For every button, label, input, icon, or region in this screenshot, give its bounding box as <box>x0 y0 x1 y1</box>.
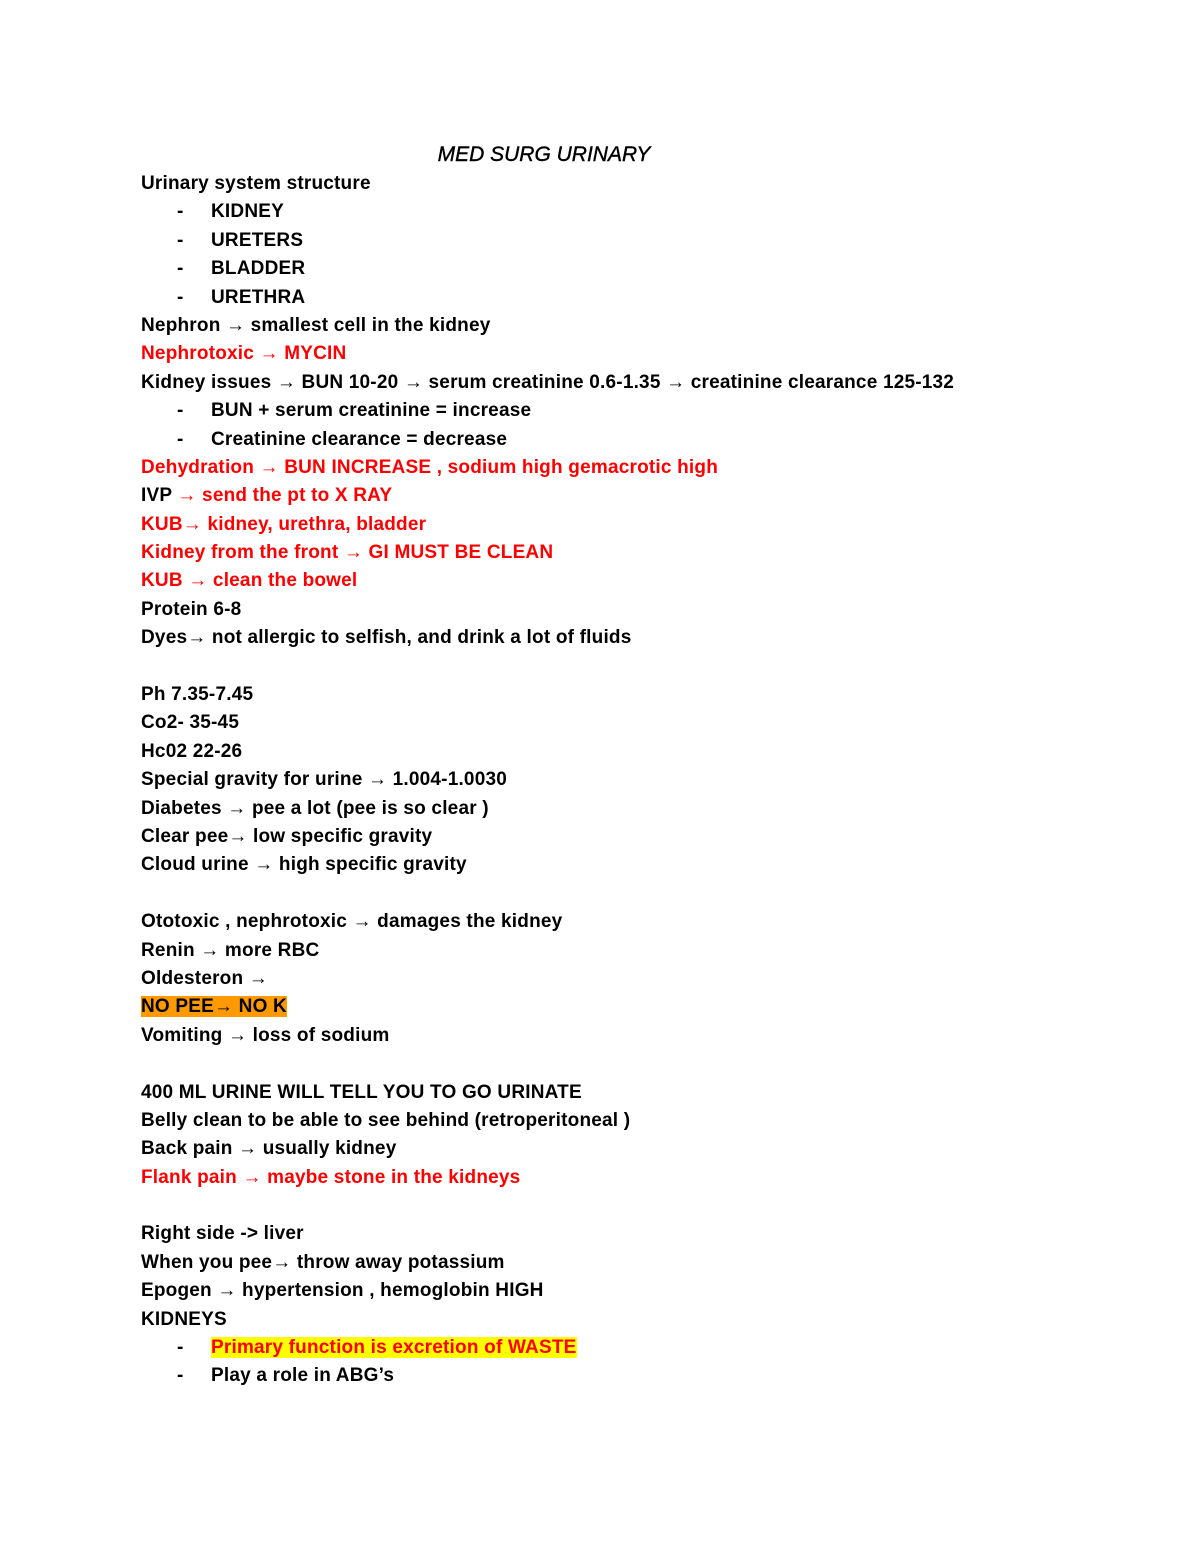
bullet-item <box>141 1334 1181 1362</box>
bullet-text: Play a role in ABG’s <box>211 1365 395 1387</box>
blank-line <box>141 1050 1181 1078</box>
note-line: Co2- 35-45 <box>141 712 240 734</box>
bullet-text: KIDNEY <box>211 201 284 223</box>
note-line-red: Dehydration → BUN INCREASE , sodium high gemacrotic high <box>141 456 719 478</box>
bullet-dash: - <box>177 400 184 422</box>
yellow-highlight-text: Primary function is excretion of WASTE <box>211 1337 577 1359</box>
note-line: Special gravity for urine → 1.004-1.0030 <box>141 769 508 791</box>
page-title: MED SURG URINARY <box>437 143 651 166</box>
bullet-item <box>141 198 1181 226</box>
note-line-red: Nephrotoxic → MYCIN <box>141 343 347 365</box>
blank-line <box>141 880 1181 908</box>
note-line: Epogen → hypertension , hemoglobin HIGH <box>141 1280 544 1302</box>
note-line: Renin → more RBC <box>141 939 320 961</box>
blank-line <box>141 653 1181 681</box>
note-line: Dyes→ not allergic to selfish, and drink a lot of fluids <box>141 627 632 649</box>
note-line-mixed <box>141 482 1181 510</box>
note-line-red: Flank pain → maybe stone in the kidneys <box>141 1166 521 1188</box>
note-line: Cloud urine → high specific gravity <box>141 854 467 876</box>
note-line: Belly clean to be able to see behind (retroperitoneal ) <box>141 1109 631 1131</box>
note-prefix: IVP <box>141 485 178 507</box>
note-line: Kidney issues → BUN 10-20 → serum creatinine 0.6-1.35 → creatinine clearance 125-132 <box>141 371 955 393</box>
note-line: Nephron → smallest cell in the kidney <box>141 314 491 336</box>
note-red-text: → send the pt to X RAY <box>177 485 393 507</box>
bullet-dash: - <box>177 1365 184 1387</box>
bullet-text: Creatinine clearance = decrease <box>211 428 508 450</box>
note-line-red: Kidney from the front → GI MUST BE CLEAN <box>141 542 554 564</box>
bullet-text: URETHRA <box>211 286 306 308</box>
note-line: Ph 7.35-7.45 <box>141 684 254 706</box>
note-line: Urinary system structure <box>141 173 371 194</box>
note-line: Back pain → usually kidney <box>141 1138 397 1160</box>
note-line: When you pee→ throw away potassium <box>141 1251 505 1273</box>
bullet-item <box>141 284 1181 312</box>
note-line: Vomiting → loss of sodium <box>141 1024 390 1046</box>
note-line: Diabetes → pee a lot (pee is so clear ) <box>141 797 489 819</box>
note-line: Oldesteron → <box>141 967 268 989</box>
note-line: Clear pee→ low specific gravity <box>141 825 433 847</box>
orange-highlight-text: NO PEE→ NO K <box>141 996 287 1018</box>
bullet-dash: - <box>177 286 184 308</box>
note-line: 400 ML URINE WILL TELL YOU TO GO URINATE <box>141 1081 582 1103</box>
note-line: Hc02 22-26 <box>141 740 243 762</box>
bullet-dash: - <box>177 229 184 251</box>
bullet-dash: - <box>177 1337 184 1359</box>
bullet-dash: - <box>177 428 184 450</box>
note-line-red: KUB → clean the bowel <box>141 570 358 592</box>
bullet-text: BLADDER <box>211 258 306 280</box>
bullet-item <box>141 397 1181 425</box>
note-line: Right side -> liver <box>141 1223 304 1245</box>
note-line: Protein 6-8 <box>141 598 242 620</box>
note-line-highlighted <box>141 993 1181 1021</box>
blank-line <box>141 1192 1181 1220</box>
note-line: Ototoxic , nephrotoxic → damages the kidney <box>141 911 563 933</box>
bullet-text: BUN + serum creatinine = increase <box>211 400 532 422</box>
note-line-red: KUB→ kidney, urethra, bladder <box>141 513 427 535</box>
bullet-dash: - <box>177 201 184 223</box>
bullet-item <box>141 255 1181 283</box>
bullet-item <box>141 227 1181 255</box>
bullet-item <box>141 426 1181 454</box>
bullet-text: URETERS <box>211 229 304 251</box>
note-line: KIDNEYS <box>141 1308 227 1330</box>
bullet-item <box>141 1362 1181 1390</box>
bullet-dash: - <box>177 258 184 280</box>
notes-body <box>141 170 1181 1391</box>
